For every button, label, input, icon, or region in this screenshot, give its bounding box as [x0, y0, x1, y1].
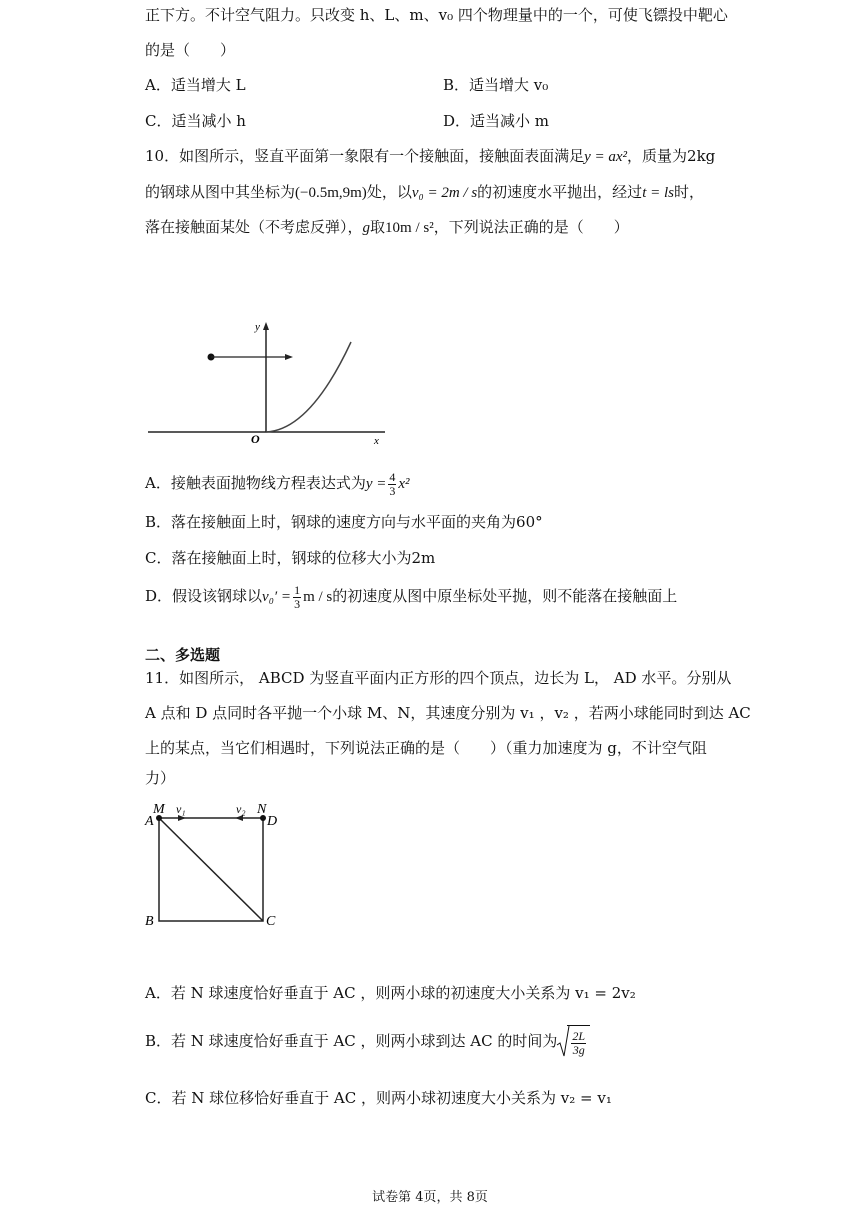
q11-stem-line2: A 点和 D 点同时各平抛一个小球 M、N，其速度分别为 v₁ ，v₂ ，若两小球能同时到达 AC — [145, 704, 751, 722]
q10-stem-line2: 的钢球从图中其坐标为(−0.5m,9m)处，以v₀ = 2m / s的初速度水平抛出，经过t = ls时， — [145, 183, 704, 201]
label-d: D — [267, 814, 278, 829]
label-m: M — [153, 802, 165, 817]
label-v1: v₁ — [176, 802, 186, 816]
diagonal-ac — [159, 818, 263, 921]
velocity-arrowhead — [285, 354, 293, 360]
label-n: N — [257, 802, 267, 817]
q10-option-d[interactable]: D．假设该钢球以v₀′ = $\frac{1}{3}$ m / s的初速度从图中原坐标处平抛，则不能落在接触面上 — [145, 582, 678, 611]
q9-option-c[interactable]: C．适当减小 h — [145, 112, 246, 130]
origin-label: O — [251, 432, 260, 446]
q9-option-b[interactable]: B．适当增大 v₀ — [443, 76, 549, 94]
sqrt-expression: $\frac{2L}{3g}$ — [557, 1025, 590, 1060]
q11-stem-line3: 上的某点，当它们相遇时，下列说法正确的是（ ）（重力加速度为 g，不计空气阻 — [145, 739, 707, 757]
q9-stem-line2: 的是（ ） — [145, 41, 236, 59]
page-footer: 试卷第 4页，共 8页 — [372, 1190, 488, 1205]
label-a: A — [145, 814, 154, 829]
q9-stem-line1: 正下方。不计空气阻力。只改变 h、L、m、v₀ 四个物理量中的一个，可使飞镖投中靶心 — [145, 6, 728, 24]
section-heading: 二、多选题 — [145, 646, 221, 664]
q11-stem-line4: 力） — [145, 769, 176, 787]
q11-option-c[interactable]: C．若 N 球位移恰好垂直于 AC ，则两小球初速度大小关系为 v₂ = v₁ — [145, 1089, 612, 1107]
q9-option-d[interactable]: D．适当减小 m — [443, 112, 550, 130]
q11-square-figure — [140, 798, 290, 938]
q11-option-a[interactable]: A．若 N 球速度恰好垂直于 AC ，则两小球的初速度大小关系为 v₁ = 2v₂ — [145, 984, 636, 1002]
label-c: C — [266, 914, 276, 929]
q11-stem-line1: 11．如图所示， ABCD 为竖直平面内正方形的四个顶点，边长为 L， AD 水平。分别从 — [145, 669, 732, 687]
q10-stem-line3: 落在接触面某处（不考虑反弹），g取10m / s²，下列说法正确的是（ ） — [145, 218, 629, 236]
q11-option-b[interactable]: B．若 N 球速度恰好垂直于 AC ，则两小球到达 AC 的时间为 $\frac{2L}{3g}$ — [145, 1024, 590, 1060]
y-axis-label: y — [255, 321, 260, 333]
q10-stem-line1: 10．如图所示，竖直平面第一象限有一个接触面，接触面表面满足y = ax²，质量为2kg — [145, 147, 716, 165]
q9-option-a[interactable]: A．适当增大 L — [145, 76, 246, 94]
q10-option-a[interactable]: A．接触表面抛物线方程表达式为y = $\frac{4}{3}$ x² — [145, 469, 410, 498]
parabola-curve — [266, 342, 351, 432]
q10-option-b[interactable]: B．落在接触面上时，钢球的速度方向与水平面的夹角为60° — [145, 513, 543, 531]
y-axis-arrow — [263, 322, 269, 330]
x-axis-label: x — [374, 435, 379, 447]
label-v2: v₂ — [236, 802, 246, 816]
q10-parabola-figure — [145, 320, 395, 445]
label-b: B — [145, 914, 154, 929]
q10-option-c[interactable]: C．落在接触面上时，钢球的位移大小为2m — [145, 549, 436, 567]
